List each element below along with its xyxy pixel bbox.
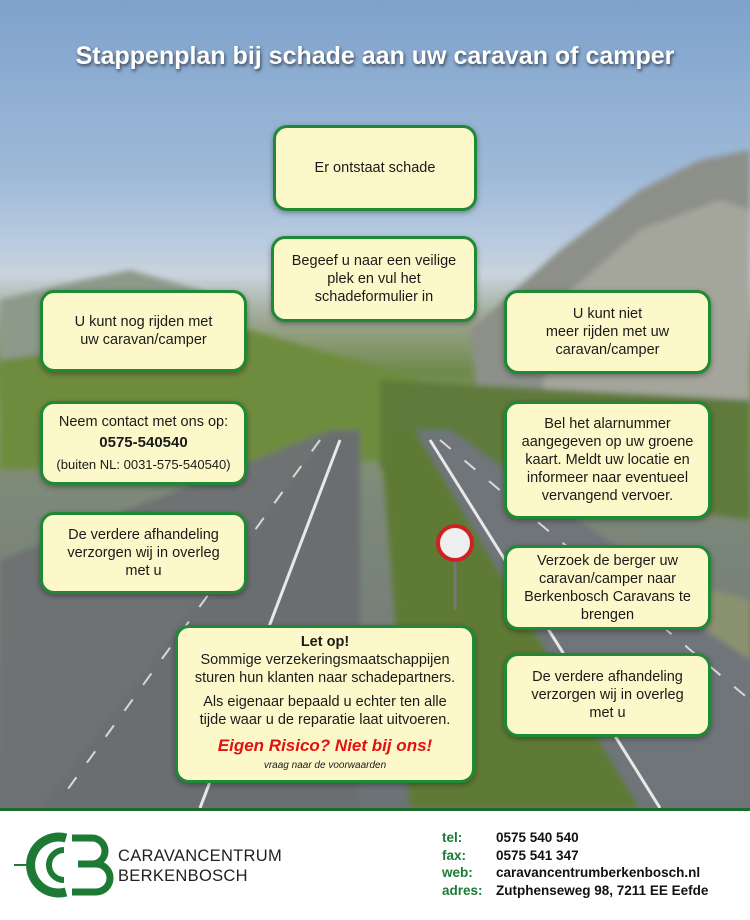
contact-intro: Neem contact met ons op: (58, 413, 229, 430)
promo-subtext: vraag naar de voorwaarden (263, 760, 387, 771)
brand-line-2: BERKENBOSCH (118, 867, 248, 885)
contact-abroad: (buiten NL: 0031-575-540540) (56, 456, 231, 472)
contact-label: tel: (442, 830, 463, 845)
step-handling-left-box: De verdere afhandeling verzorgen wij in overleg met u (40, 512, 247, 594)
brand-line-1: CARAVANCENTRUM (118, 847, 283, 865)
contact-label: fax: (442, 847, 467, 863)
step-contact-box (40, 401, 247, 485)
contact-details (442, 829, 708, 899)
warning-text-2: Als eigenaar bepaald u echter ten alle tijde waar u de reparatie laat uitvoeren. (199, 694, 451, 728)
contact-value: 0575 541 347 (496, 847, 579, 863)
contact-label: adres: (442, 882, 483, 898)
contact-value: Zutphenseweg 98, 7211 EE Eefde (496, 882, 709, 898)
contact-row-fax (442, 847, 708, 865)
contact-label: web: (442, 865, 473, 880)
step-damage-box: Er ontstaat schade (273, 125, 477, 211)
step-handling-right-box: De verdere afhandeling verzorgen wij in overleg met u (504, 653, 711, 737)
page-title: Stappenplan bij schade aan uw caravan of camper (75, 42, 675, 70)
step-can-drive-box: U kunt nog rijden met uw caravan/camper (40, 290, 247, 372)
warning-box (175, 625, 475, 783)
contact-value[interactable]: caravancentrumberkenbosch.nl (496, 865, 701, 880)
step-safe-place-box: Begeef u naar een veilige plek en vul het schadeformulier in (271, 236, 477, 322)
warning-text-1: Sommige verzekeringsmaatschappijen sturen hun klanten naar schadepartners. (194, 652, 456, 686)
step-alarm-box: Bel het alarnummer aangegeven op uw groene kaart. Meldt uw locatie en informeer naar eventueel vervangend vervoer. (504, 401, 711, 519)
warning-title: Let op! (300, 634, 350, 650)
step-tow-box: Verzoek de berger uw caravan/camper naar Berkenbosch Caravans te brengen (504, 545, 711, 630)
contact-value: 0575 540 540 (496, 830, 579, 845)
brand-name (118, 846, 282, 886)
contact-row-web (442, 864, 708, 882)
promo-text: Eigen Risico? Niet bij ons! (217, 736, 433, 755)
contact-phone: 0575-540540 (99, 433, 188, 451)
company-logo (12, 830, 122, 900)
contact-row-tel (442, 829, 708, 847)
step-cannot-drive-box: U kunt niet meer rijden met uw caravan/camper (504, 290, 711, 374)
contact-row-address (442, 882, 708, 900)
